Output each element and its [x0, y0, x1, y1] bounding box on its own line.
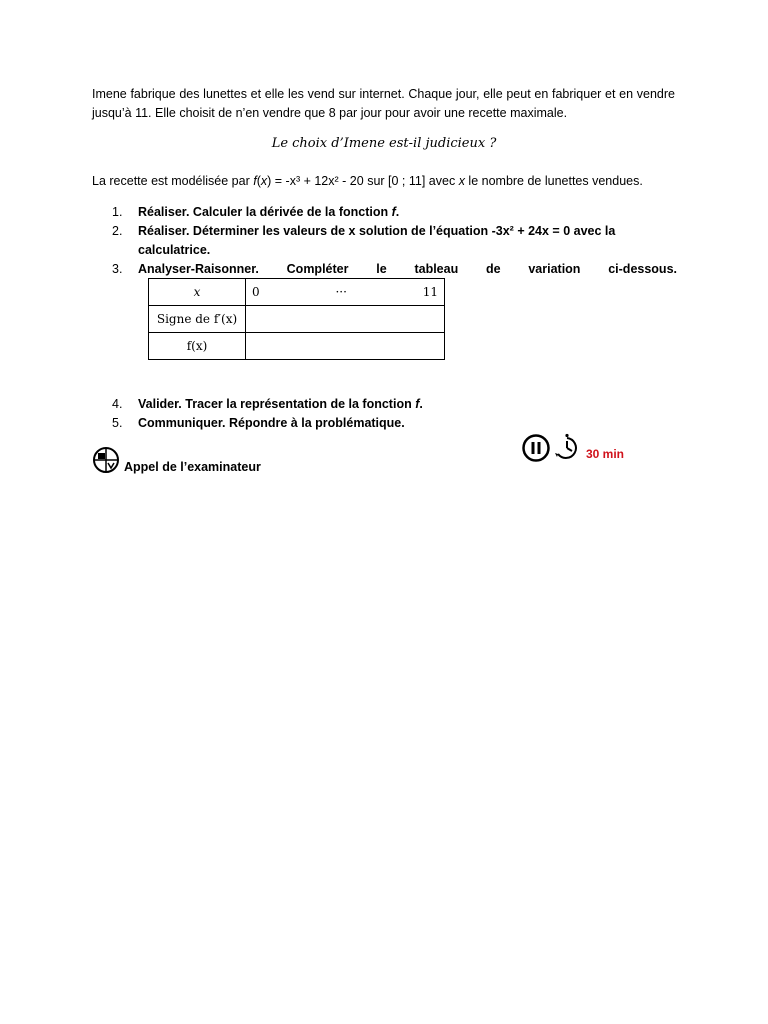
task-label: Communiquer. [138, 416, 226, 430]
task-number: 2. [112, 224, 123, 238]
task-var: f [415, 397, 420, 411]
timer-icon [551, 433, 585, 463]
task-list [112, 203, 677, 279]
task-text: Déterminer les valeurs de x solution de l’équation -3x² + 24x = 0 avec la calculatrice. [138, 224, 616, 257]
task-label: Valider. [138, 397, 182, 411]
task-number: 5. [112, 416, 123, 430]
task-item-2 [112, 222, 677, 260]
examiner-call-icon [92, 446, 120, 474]
task-label: Réaliser. [138, 224, 190, 238]
variation-table [148, 278, 445, 360]
model-domain: sur [0 ; 11] avec [367, 174, 456, 188]
table-row-x [149, 279, 445, 306]
problem-statement: Le choix d’Imene est-il judicieux ? [271, 136, 497, 151]
task-text: Tracer la représentation de la fonction [185, 397, 412, 411]
task-text: Calculer la dérivée de la fonction [192, 205, 389, 219]
pause-icon[interactable] [521, 433, 551, 463]
task-number: 3. [112, 262, 123, 276]
intro-paragraph: Imene fabrique des lunettes et elle les vend sur internet. Chaque jour, elle peut en fabriquer et en vendre jusqu’à 11. Elle choisit de n’en vendre que 8 par jour pour avoir une recette maximale. [92, 87, 675, 120]
task-end: . [395, 205, 400, 219]
task-word: tableau [414, 262, 459, 276]
x-header-label: x [193, 285, 201, 299]
task-word: de [485, 262, 501, 276]
f-header: f(x) [149, 333, 246, 360]
model-formula: = -x³ + 12x² - 20 [274, 174, 364, 188]
examiner-call [92, 446, 261, 474]
task-word: le [376, 262, 387, 276]
x-values-cell [246, 279, 445, 306]
task-word: Compléter [286, 262, 349, 276]
sign-cell[interactable] [246, 306, 445, 333]
task-text: Répondre à la problématique. [229, 416, 405, 430]
x-header [149, 279, 246, 306]
model-var: x [260, 174, 268, 188]
task-end: . [419, 397, 423, 411]
model-var-2: x [458, 174, 465, 188]
duration-label: 30 min [586, 447, 625, 461]
task-item-1 [112, 203, 677, 222]
task-label: Analyser-Raisonner. [138, 262, 259, 276]
task-word: ci-dessous. [608, 262, 677, 276]
task-var: f [391, 205, 396, 219]
task-word: variation [528, 262, 581, 276]
model-fname: f [253, 174, 257, 188]
f-variation-cell[interactable] [246, 333, 445, 360]
x-end: 11 [422, 285, 438, 299]
model-prefix: La recette est modélisée par [92, 174, 250, 188]
task-number: 4. [112, 397, 123, 411]
sign-header: Signe de f′(x) [149, 306, 246, 333]
examiner-call-label: Appel de l’examinateur [124, 460, 261, 474]
model-suffix: le nombre de lunettes vendues. [468, 174, 643, 188]
task-label: Réaliser. [138, 205, 190, 219]
table-row-sign [149, 306, 445, 333]
timer-block [521, 433, 624, 463]
task-number: 1. [112, 205, 123, 219]
task-item-3 [112, 260, 677, 279]
model-sentence: La recette est modélisée par f(x) = -x³ + 12x² - 20 sur [0 ; 11] avec x le nombre de lunettes vendues. [92, 174, 643, 188]
table-row-f [149, 333, 445, 360]
x-start: 0 [252, 285, 260, 299]
task-item-4 [112, 395, 677, 414]
x-dots: ··· [335, 285, 347, 299]
task-item-5 [112, 414, 677, 433]
task-list-2 [112, 395, 677, 433]
